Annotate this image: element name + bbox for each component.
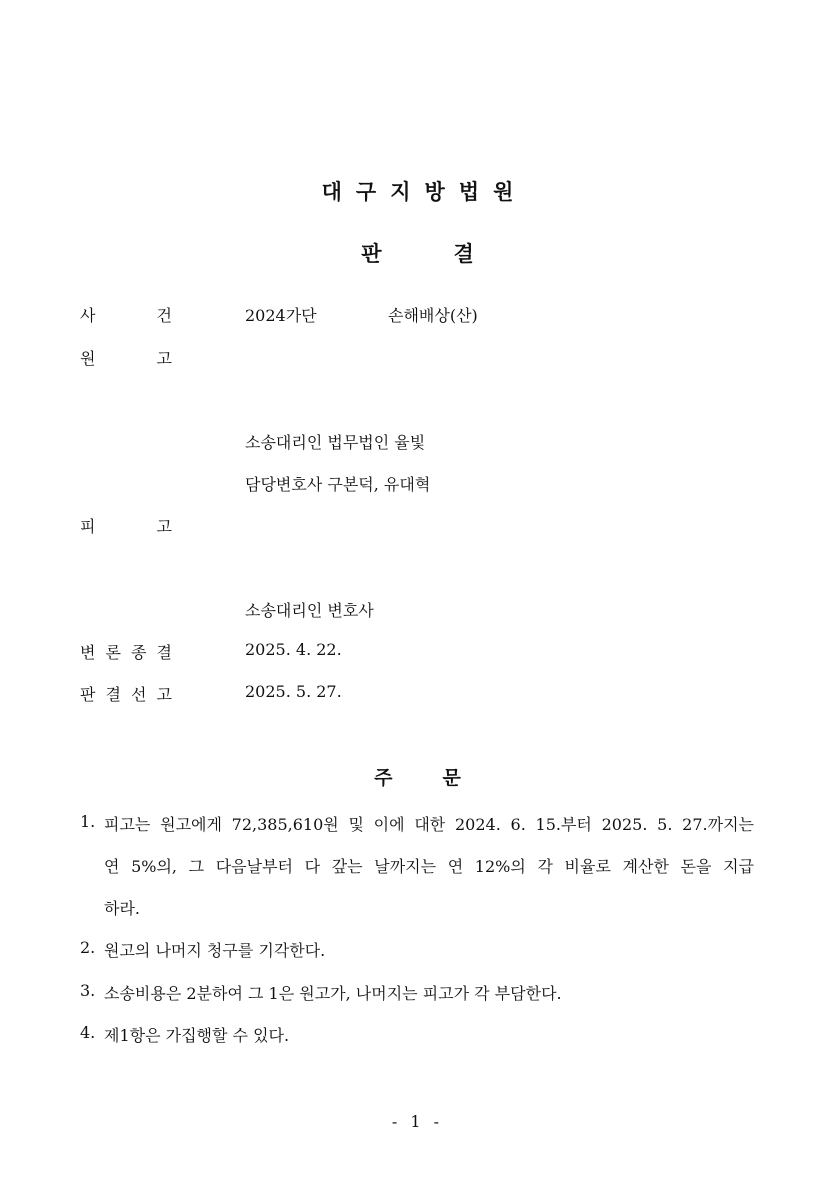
order-item-4: 제1항은 가집행할 수 있다. — [104, 1026, 290, 1045]
court-name: 대구지방법원 — [321, 180, 528, 204]
order-item-4-number: 4. — [80, 1023, 96, 1042]
defendant-agent: 소송대리인 변호사 — [245, 601, 374, 620]
case-name: 손해배상(산) — [388, 306, 478, 325]
order-item-2: 원고의 나머지 청구를 기각한다. — [104, 941, 326, 960]
order-item-1-number: 1. — [80, 812, 96, 831]
closing-label: 변 론 종 결 — [80, 643, 172, 662]
case-label: 사 건 — [80, 306, 172, 325]
page-number: - 1 - — [391, 1112, 444, 1131]
order-item-3: 소송비용은 2분하여 그 1은 원고가, 나머지는 피고가 각 부담한다. — [104, 984, 562, 1003]
order-item-1-line-3: 하라. — [104, 899, 140, 918]
ruling-label: 판 결 선 고 — [80, 685, 172, 704]
defendant-label: 피 고 — [80, 517, 172, 536]
case-number: 2024가단 — [245, 306, 317, 325]
ruling-date: 2025. 5. 27. — [245, 682, 342, 701]
order-item-2-number: 2. — [80, 938, 96, 957]
closing-date: 2025. 4. 22. — [245, 640, 342, 659]
plaintiff-agent: 소송대리인 법무법인 율빛 — [245, 433, 426, 452]
order-heading: 주문 — [374, 767, 511, 789]
order-item-1-line-1: 피고는 원고에게 72,385,610원 및 이에 대한 2024. 6. 15.부터 2025. 5. 27.까지는 — [104, 815, 754, 834]
order-item-3-number: 3. — [80, 981, 96, 1000]
plaintiff-label: 원 고 — [80, 349, 172, 368]
document-title: 판결 — [361, 242, 546, 266]
plaintiff-lawyers: 담당변호사 구본덕, 유대혁 — [245, 475, 431, 494]
order-item-1-line-2: 연 5%의, 그 다음날부터 다 갚는 날까지는 연 12%의 각 비율로 계산한 돈을 지급 — [104, 857, 754, 876]
